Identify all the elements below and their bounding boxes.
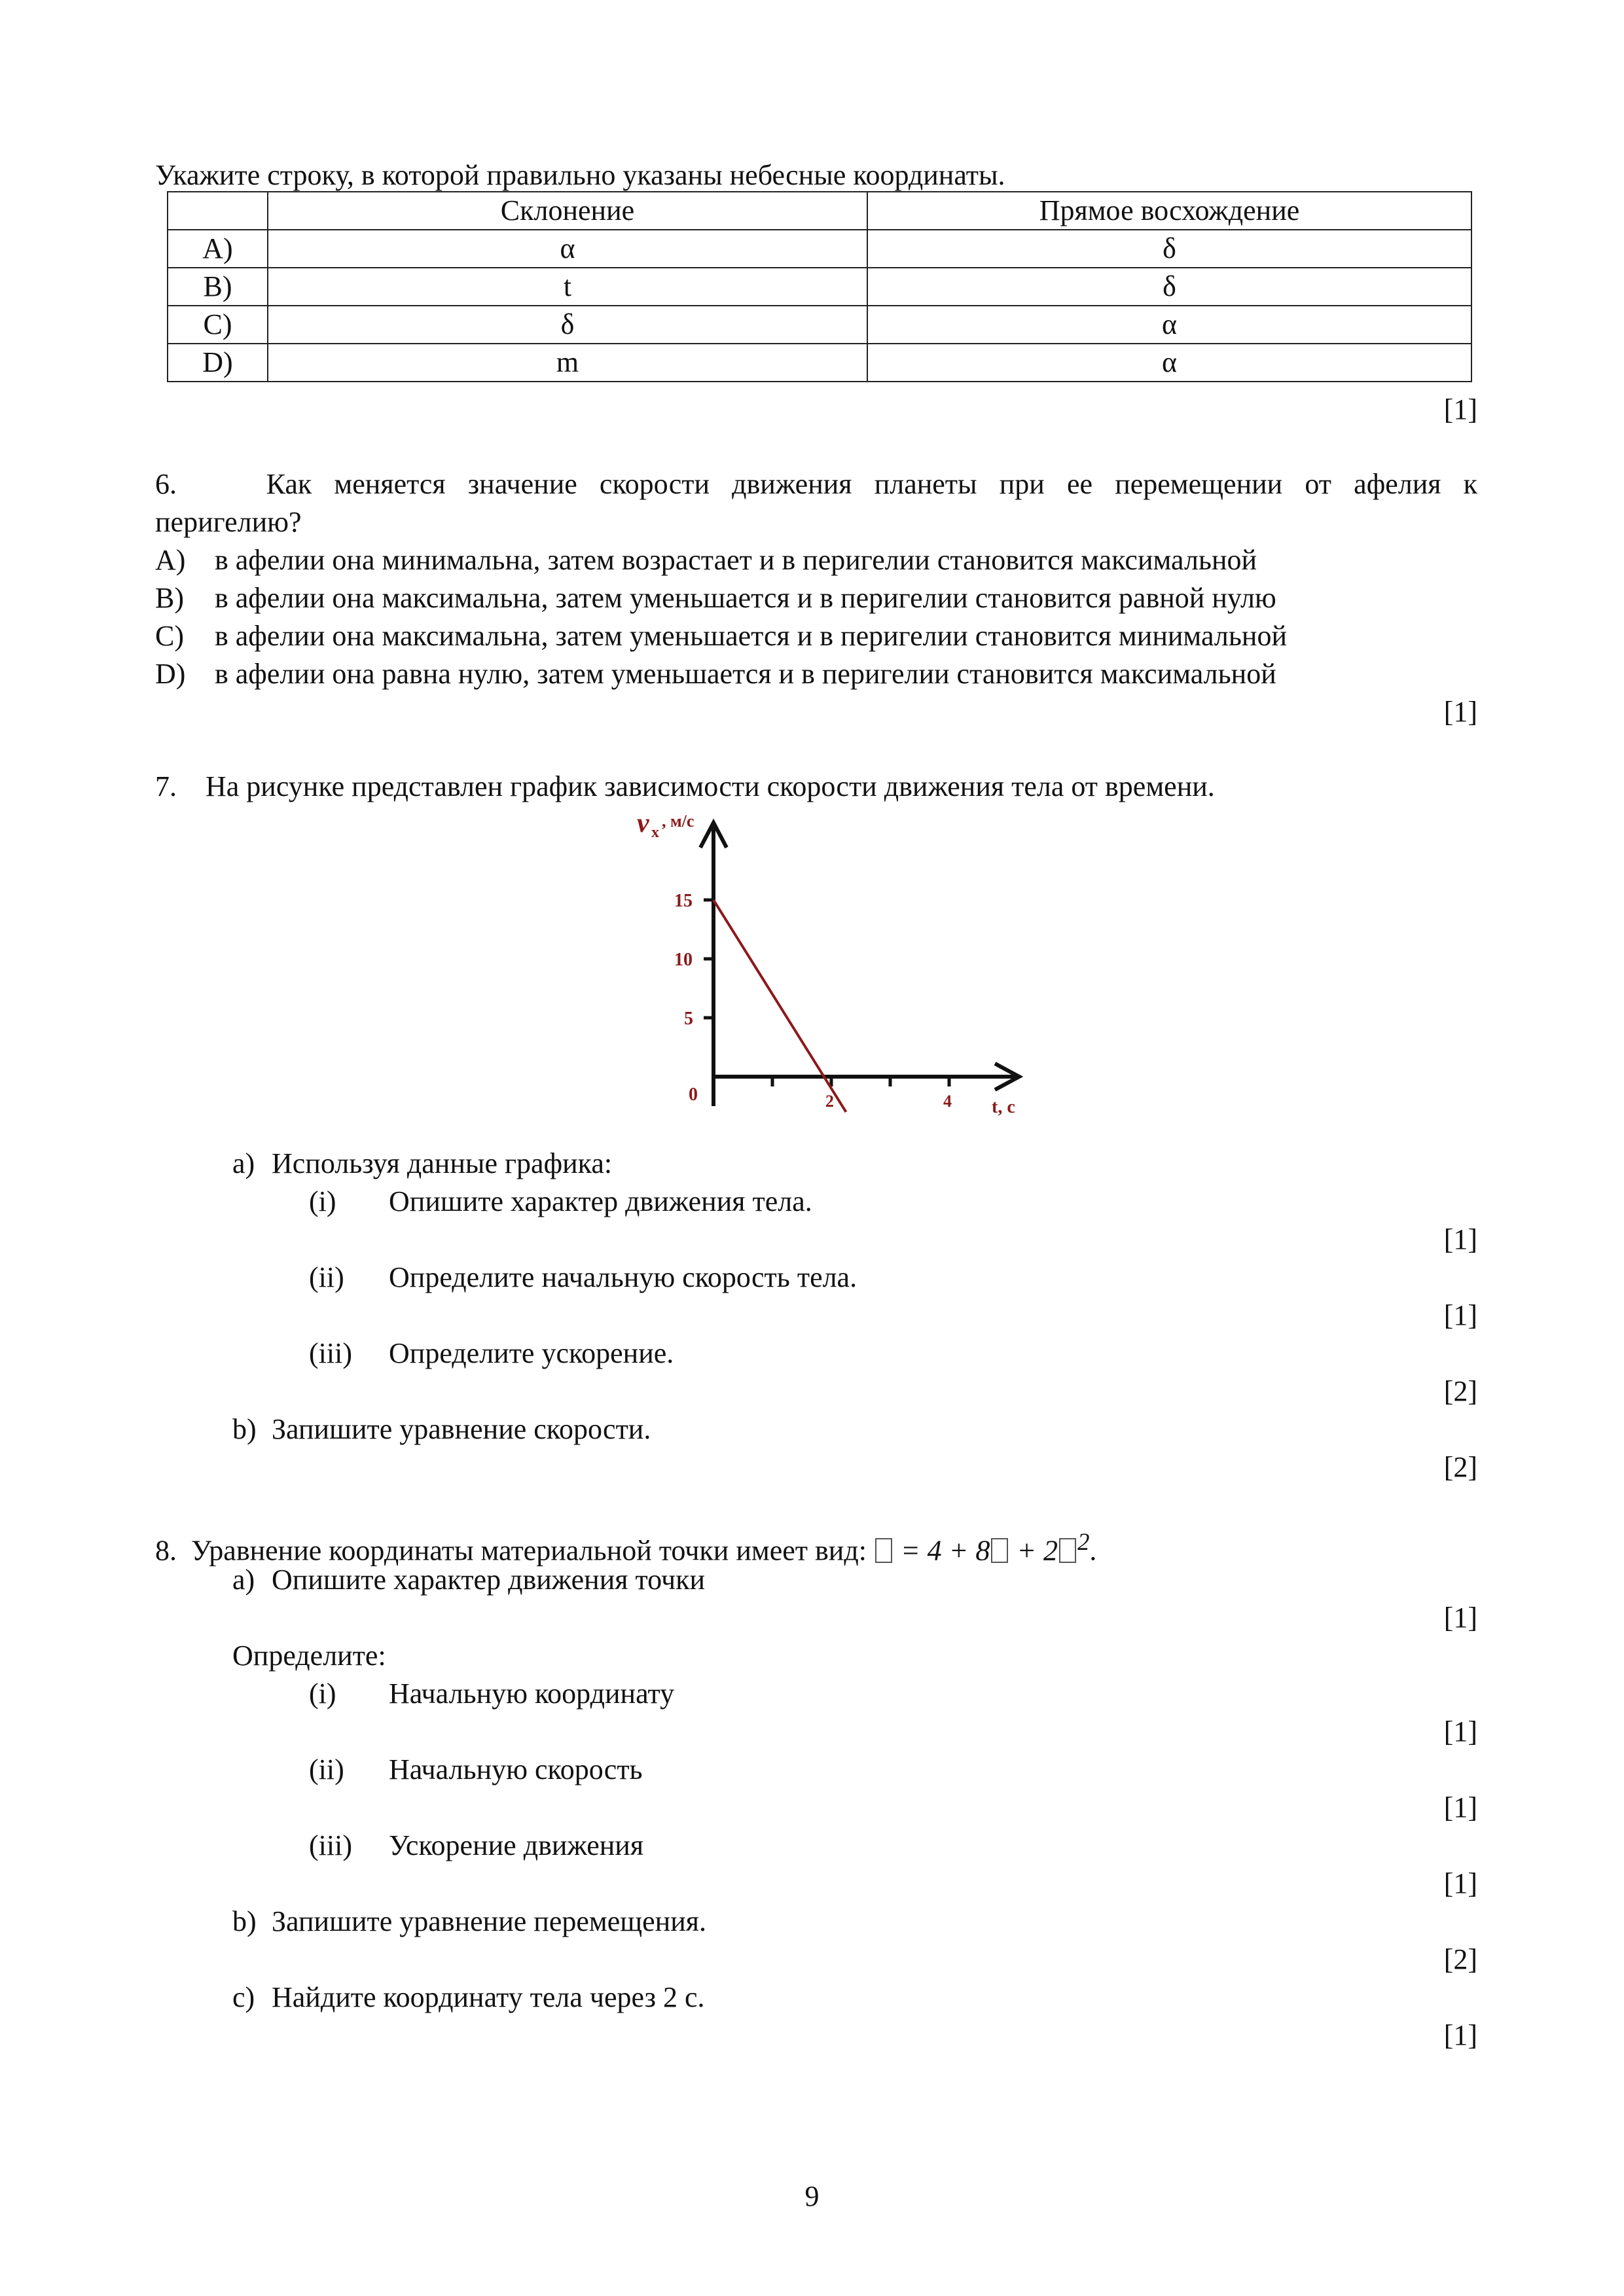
q8-text: Уравнение координаты материальной точки имеет вид: (191, 1534, 867, 1567)
q6-option-letter: D) (155, 658, 186, 690)
origin-label: 0 (689, 1085, 698, 1105)
table-cell: D) (168, 344, 268, 382)
q7-item-text: Опишите характер движения тела. (389, 1185, 812, 1217)
table-cell: α (867, 306, 1471, 344)
q8c-letter: c) (232, 1981, 255, 2013)
q8c-mark: [1] (1443, 2019, 1477, 2051)
table-cell: δ (867, 230, 1471, 268)
q8-item-text: Ускорение движения (389, 1829, 644, 1861)
q5-mark: [1] (1443, 393, 1477, 425)
q6-line2: перигелию? (155, 506, 302, 538)
table-cell: t (268, 268, 867, 306)
table-row (168, 344, 1471, 382)
q7a-letter: a) (232, 1147, 255, 1179)
q8a-text: Опишите характер движения точки (272, 1564, 706, 1596)
q7-text: На рисунке представлен график зависимости скорости движения тела от времени. (206, 770, 1215, 802)
q8a-mark: [1] (1443, 1602, 1477, 1634)
q6-option-text: в афелии она максимальна, затем уменьшается и в перигелии становится равной нулю (215, 582, 1276, 614)
table-cell: m (268, 344, 867, 382)
table-header-cell (168, 192, 268, 230)
q7-item-text: Определите ускорение. (389, 1337, 674, 1369)
page-number: 9 (804, 2180, 820, 2212)
coordinates-table (167, 191, 1472, 382)
table-header-cell: Прямое восхождение (867, 192, 1471, 230)
q6-option-letter: B) (155, 582, 184, 614)
q8-roman: (i) (309, 1677, 336, 1710)
table-cell: α (867, 344, 1471, 382)
q7b-text: Запишите уравнение скорости. (272, 1413, 651, 1445)
q8c-text: Найдите координату тела через 2 с. (272, 1981, 705, 2013)
q8-formula-eq: = 4 + 8 (900, 1534, 990, 1567)
q7-roman: (ii) (309, 1261, 344, 1293)
q7-line (155, 768, 1215, 805)
q6-option-text: в афелии она минимальна, затем возрастает и в перигелии становится максимальной (215, 544, 1257, 576)
y-tick-label: 10 (674, 950, 693, 970)
y-axis-unit: , м/с (662, 812, 695, 831)
q8-line: 8. Уравнение координаты материальной точки имеет вид: = 4 + 8 + 2 $^2$. (155, 1528, 1097, 1567)
q8-determine: Определите: (232, 1640, 386, 1672)
q6-line1-text: Как меняется значение скорости движения планеты при ее перемещении от афелия к (266, 468, 1477, 500)
missing-glyph-icon (991, 1538, 1008, 1563)
x-axis-label: t, c (992, 1097, 1015, 1117)
q7b-letter: b) (232, 1413, 257, 1445)
x-tick-label: 4 (943, 1092, 952, 1111)
velocity-time-graph (625, 808, 1044, 1136)
q8-roman: (iii) (309, 1829, 352, 1861)
q8-item-text: Начальную координату (389, 1677, 675, 1710)
table-row (168, 268, 1471, 306)
q7a-text: Используя данные графика: (272, 1147, 613, 1179)
q8b-mark: [2] (1443, 1943, 1477, 1975)
table-row (168, 306, 1471, 344)
y-axis-label-sub: x (651, 824, 659, 841)
y-axis-label-main: v (637, 808, 649, 838)
q6-option-text: в афелии она равна нулю, затем уменьшается и в перигелии становится максимальной (215, 658, 1276, 690)
q8-formula-exp: 2 (1077, 1528, 1090, 1555)
q7-number: 7. (155, 770, 177, 802)
q8a-letter: a) (232, 1564, 255, 1596)
q8-number: 8. (155, 1534, 177, 1567)
q7-roman: (i) (309, 1185, 336, 1217)
y-tick-label: 15 (674, 891, 693, 911)
q6-option-text: в афелии она максимальна, затем уменьшается и в перигелии становится минимальной (215, 620, 1287, 652)
velocity-line (713, 900, 846, 1112)
q8-item-mark: [1] (1443, 1867, 1477, 1899)
q8-item-mark: [1] (1443, 1715, 1477, 1748)
q7-item-text: Определите начальную скорость тела. (389, 1261, 857, 1293)
q7-roman: (iii) (309, 1337, 352, 1369)
q8b-text: Запишите уравнение перемещения. (272, 1905, 706, 1937)
q8-roman: (ii) (309, 1753, 344, 1785)
table-cell: C) (168, 306, 268, 344)
table-cell: A) (168, 230, 268, 268)
q5-prompt: Укажите строку, в которой правильно указаны небесные координаты. (155, 159, 1005, 191)
q7-item-mark: [1] (1443, 1223, 1477, 1255)
table-cell: α (268, 230, 867, 268)
q7-item-mark: [1] (1443, 1299, 1477, 1331)
q8-item-text: Начальную скорость (389, 1753, 643, 1785)
table-cell: δ (867, 268, 1471, 306)
table-row (168, 230, 1471, 268)
q8b-letter: b) (232, 1905, 257, 1937)
q6-option-letter: C) (155, 620, 184, 652)
y-tick-label: 5 (684, 1009, 693, 1029)
q8-formula-plus: + 2 (1017, 1534, 1058, 1567)
q7-item-mark: [2] (1443, 1375, 1477, 1407)
table-cell: δ (268, 306, 867, 344)
x-tick-label: 2 (825, 1092, 834, 1111)
q7b-mark: [2] (1443, 1451, 1477, 1483)
q6-mark: [1] (1443, 696, 1477, 728)
missing-glyph-icon (1059, 1538, 1076, 1563)
table-header-cell: Склонение (268, 192, 867, 230)
q8-item-mark: [1] (1443, 1791, 1477, 1823)
q6-number: 6. (155, 468, 177, 500)
missing-glyph-icon (875, 1538, 892, 1563)
q6-option-letter: A) (155, 544, 186, 576)
table-cell: B) (168, 268, 268, 306)
q6-line1 (155, 466, 1477, 503)
table-header-row (168, 192, 1471, 230)
